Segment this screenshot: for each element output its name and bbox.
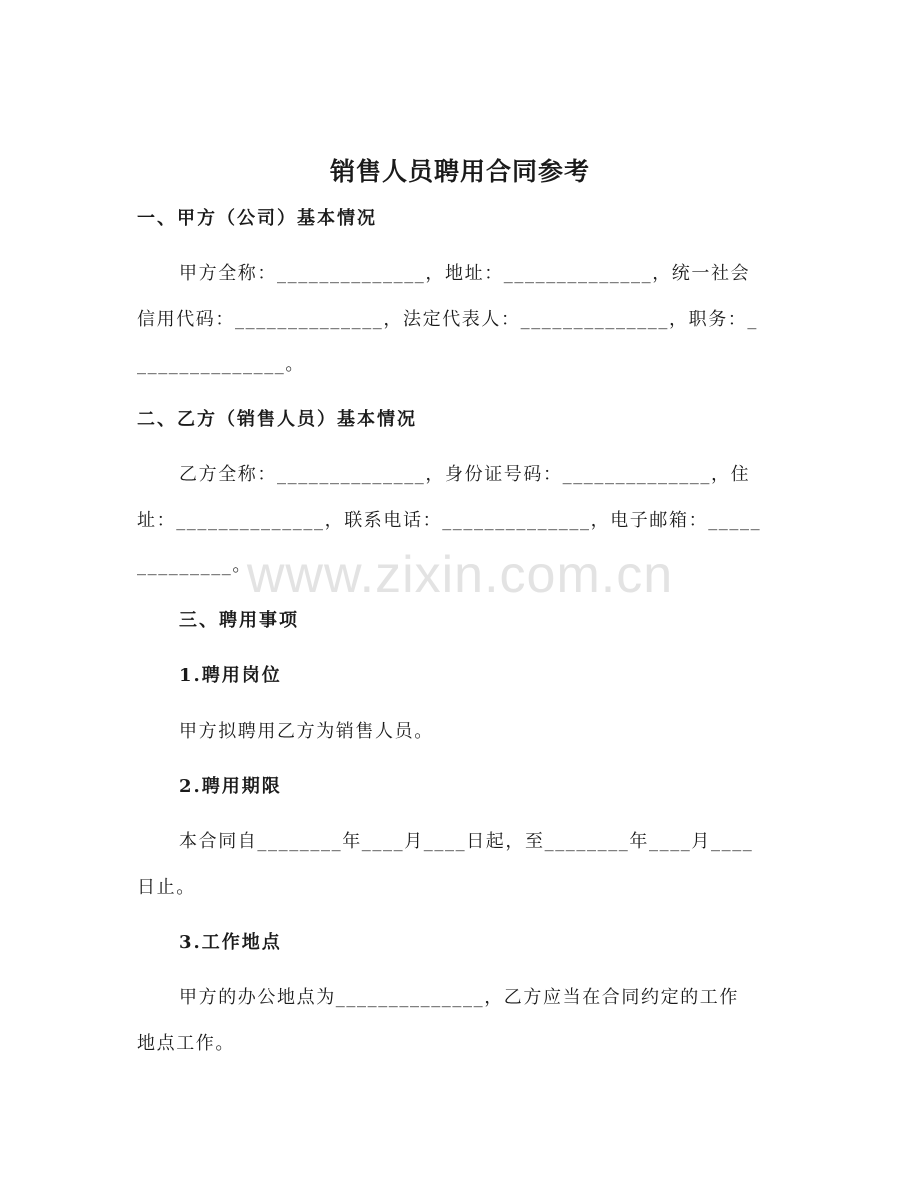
- section-2-line-2: 址：______________，联系电话：______________，电子邮箱：_____: [137, 510, 762, 531]
- section-2-line-1: 乙方全称：______________，身份证号码：______________，住: [179, 464, 751, 485]
- item-1-line-1: 甲方拟聘用乙方为销售人员。: [179, 721, 434, 742]
- section-1-line-2: 信用代码：______________，法定代表人：______________，职务：_: [137, 309, 758, 330]
- item-3-line-1: 甲方的办公地点为______________，乙方应当在合同约定的工作: [179, 987, 739, 1008]
- item-2-heading: 2.聘用期限: [179, 776, 282, 797]
- watermark: www.zixin.com.cn: [246, 546, 674, 604]
- section-1-heading: 一、甲方（公司）基本情况: [137, 208, 377, 229]
- item-2-line-1: 本合同自________年____月____日起，至________年____月____: [179, 831, 754, 852]
- section-1-line-1: 甲方全称：______________，地址：______________，统一社会: [179, 263, 751, 284]
- section-2-heading: 二、乙方（销售人员）基本情况: [137, 409, 417, 430]
- section-2-line-3: _________。: [137, 555, 252, 576]
- item-1-heading: 1.聘用岗位: [179, 665, 282, 686]
- item-2-line-2: 日止。: [137, 877, 196, 898]
- item-3-line-2: 地点工作。: [137, 1033, 235, 1054]
- item-3-heading: 3.工作地点: [179, 932, 282, 953]
- section-3-heading: 三、聘用事项: [179, 610, 299, 631]
- section-1-line-3: ______________。: [137, 354, 305, 375]
- document-title: 销售人员聘用合同参考: [329, 157, 590, 186]
